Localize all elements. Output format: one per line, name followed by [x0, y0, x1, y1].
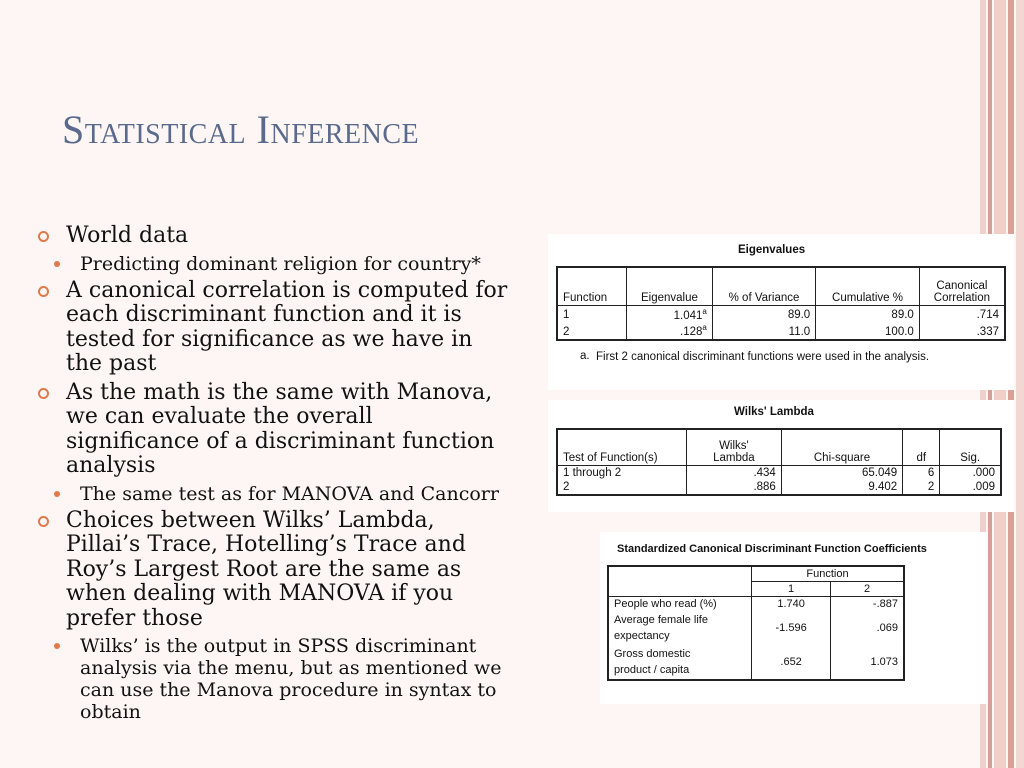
eigenvalues-title: Eigenvalues	[738, 244, 806, 256]
bullet-item: As the math is the same with Manova, we can evaluate the overall significance of a discriminant function analysis	[38, 381, 508, 479]
sub-bullet-marker-icon	[54, 491, 60, 497]
bullet-marker-icon	[38, 516, 49, 527]
col-header: Wilks' Lambda	[687, 429, 782, 465]
col-header: Function	[557, 267, 627, 305]
table-row: Average female life expectancy -1.596 .069	[608, 611, 904, 645]
col-header: df	[903, 429, 940, 465]
sub-bullet-item: The same test as for MANOVA and Cancorr	[38, 483, 508, 505]
col-header: % of Variance	[712, 267, 815, 305]
bullet-list	[38, 224, 508, 768]
bullet-marker-icon	[38, 286, 49, 297]
col-header: Sig.	[940, 429, 1001, 465]
table-footnote: First 2 canonical discriminant functions were used in the analysis.	[596, 351, 930, 363]
table-row: 1 1.041$^a$ 89.0 89.0 .714	[557, 305, 1005, 322]
table-row: Gross domestic product / capita .652 1.073	[608, 645, 904, 680]
col-header: Function	[752, 566, 905, 582]
bullet-marker-icon	[38, 388, 49, 399]
page-title: Statistical Inference	[62, 107, 420, 152]
sub-bullet-marker-icon	[54, 643, 60, 649]
bullet-item: Choices between Wilks’ Lambda, Pillai’s Trace, Hotelling’s Trace and Roy’s Largest Root are the same as when dealing with MANOVA if you prefer those	[38, 509, 508, 632]
bullet-marker-icon	[38, 231, 49, 242]
footnote-mark: a.	[580, 350, 590, 362]
sub-bullet-item: Wilks’ is the output in SPSS discriminant analysis via the menu, but as mentioned we can use the Manova procedure in syntax to obtain	[38, 635, 508, 723]
bullet-item: A canonical correlation is computed for each discriminant function and it is tested for significance as we have in the past	[38, 279, 508, 377]
col-header: Eigenvalue	[627, 267, 713, 305]
col-header: 1	[752, 582, 831, 597]
wilks-title: Wilks' Lambda	[734, 406, 814, 418]
table-row: 2 .886 9.402 2 .009	[557, 480, 1001, 495]
bullet-item: World data	[38, 224, 508, 249]
table-row: People who read (%) 1.740 -.887	[608, 597, 904, 612]
sub-bullet-item: Predicting dominant religion for country*	[38, 253, 508, 275]
col-header: Chi-square	[781, 429, 902, 465]
wilks-table	[556, 428, 1002, 496]
col-header: Test of Function(s)	[557, 429, 687, 465]
col-header: Cumulative %	[816, 267, 920, 305]
sub-bullet-marker-icon	[54, 261, 60, 267]
eigenvalues-table	[556, 266, 1006, 341]
col-header: 2	[831, 582, 904, 597]
coefficients-table	[607, 565, 905, 681]
table-row: 2 .128$^a$ 11.0 100.0 .337	[557, 322, 1005, 340]
table-row: 1 through 2 .434 65.049 6 .000	[557, 465, 1001, 480]
col-header: Canonical Correlation	[919, 267, 1005, 305]
coefficients-title: Standardized Canonical Discriminant Function Coefficients	[617, 543, 927, 555]
